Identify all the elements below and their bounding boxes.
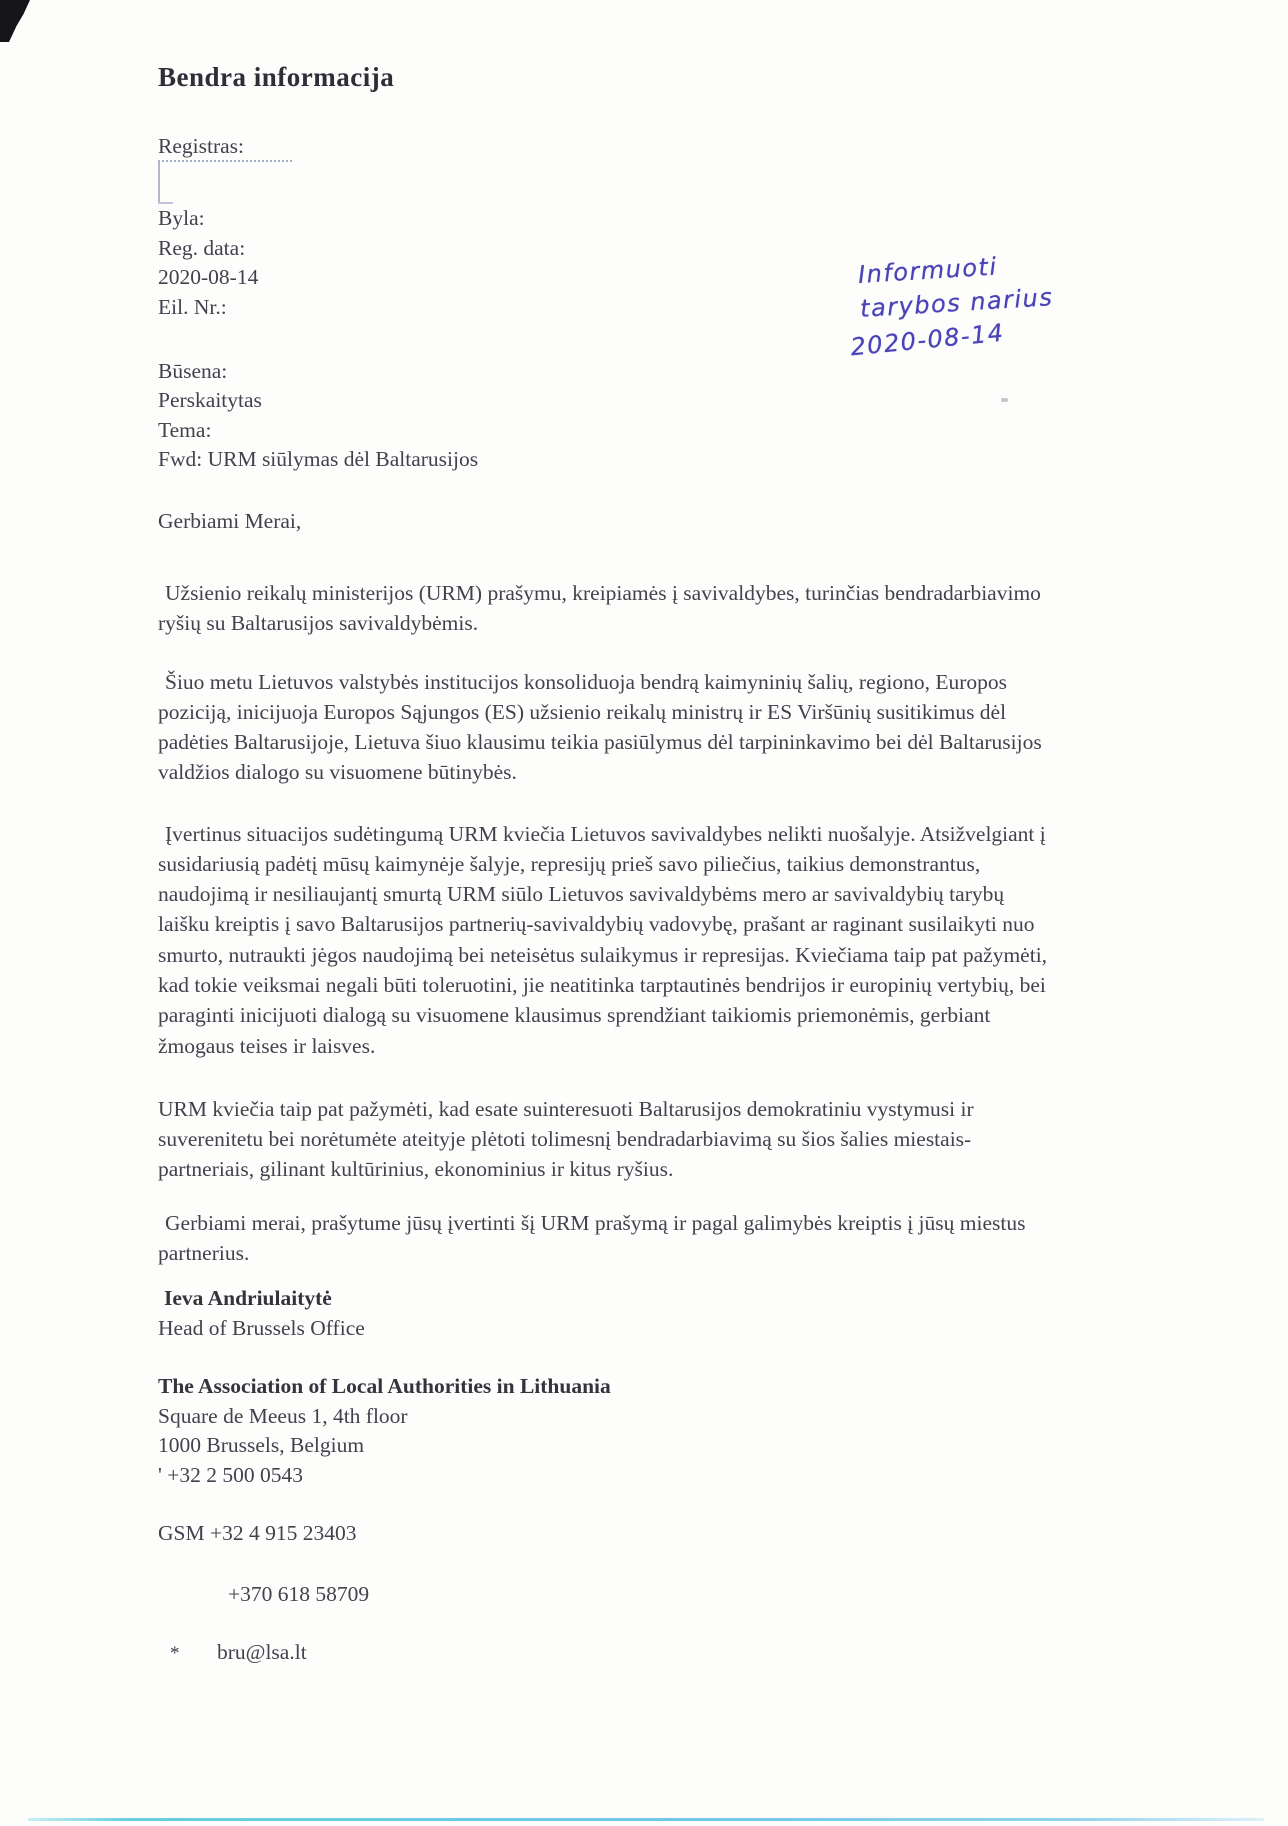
signature-gsm: GSM +32 4 915 23403 <box>158 1521 357 1545</box>
handwritten-note <box>849 246 1056 362</box>
tema-value: Fwd: URM siūlymas dėl Baltarusijos <box>158 447 479 471</box>
signature-phone: ' +32 2 500 0543 <box>158 1463 303 1487</box>
paragraph-5: Gerbiami merai, prašytume jūsų įvertinti šį URM prašymą ir pagal galimybės kreiptis į jūsų miestus partnerius. <box>158 1210 1026 1265</box>
busena-value: Perskaitytas <box>158 388 262 412</box>
page-title: Bendra informacija <box>158 62 395 92</box>
handwritten-note-line2: tarybos narius <box>859 283 1055 323</box>
eil-nr-label: Eil. Nr.: <box>158 295 227 319</box>
handwritten-note-date: 2020-08-14 <box>849 318 1006 362</box>
paragraph-3: Įvertinus situacijos sudėtingumą URM kviečia Lietuvos savivaldybes nelikti nuošalyje. Atsižvelgiant į susidariusią padėtį mūsų kaimynėje šalyje, represijų prieš savo piliečius, taikius demonstrantus, naudojimą ir nesiliaujantį smurtą URM siūlo Lietuvos savivaldybėms mero ar savivaldybių tarybų laišku kreiptis į savo Baltarusijos partnerių-savivaldybių vadovybę, prašant ar raginant susilaikyti nuo smurto, nutraukti jėgos naudojimą bei neteisėtus sulaikymus ir represijas. Kviečiama taip pat pažymėti, kad tokie veiksmai negali būti toleruotini, jie neatitinka tarptautinės bendrijos ir europinių vertybių, bei paraginti inicijuoti dialogą su visuomene klausimus sprendžiant taikiomis priemonėmis, gerbiant žmogaus teises ir laisves. <box>158 821 1048 1058</box>
email-marker: * <box>170 1643 180 1664</box>
tema-label: Tema: <box>158 418 212 442</box>
handwritten-note-line1: Informuoti <box>857 252 999 289</box>
scan-corner-artifact <box>0 0 30 42</box>
signature-email: bru@lsa.lt <box>217 1640 307 1664</box>
signature-role: Head of Brussels Office <box>158 1316 365 1340</box>
reg-data-label: Reg. data: <box>158 236 246 260</box>
signature-address-line2: 1000 Brussels, Belgium <box>158 1433 365 1457</box>
salutation: Gerbiami Merai, <box>158 509 302 533</box>
scan-speck-artifact <box>1001 398 1008 402</box>
registras-label: Registras: <box>158 134 244 158</box>
signature-org: The Association of Local Authorities in Lithuania <box>158 1374 611 1398</box>
paragraph-4: URM kviečia taip pat pažymėti, kad esate suinteresuoti Baltarusijos demokratiniu vystymusi ir suverenitetu bei norėtumėte ateityje plėtoti tolimesnį bendradarbiavimą su šios šalies miestais-partneriais, gilinant kultūrinius, ekonominius ir kitus ryšius. <box>158 1096 974 1182</box>
byla-label: Byla: <box>158 206 205 230</box>
scan-edge-artifact <box>28 1818 1264 1821</box>
reg-data-value: 2020-08-14 <box>158 265 259 289</box>
busena-label: Būsena: <box>158 359 228 383</box>
paragraph-1: Užsienio reikalų ministerijos (URM) prašymu, kreipiamės į savivaldybes, turinčias bendradarbiavimo ryšių su Baltarusijos savivaldybėmis. <box>158 580 1041 635</box>
paragraph-2: Šiuo metu Lietuvos valstybės institucijos konsoliduoja bendrą kaimyninių šalių, regiono, Europos poziciją, inicijuoja Europos Sąjungos (ES) užsienio reikalų ministrų ir ES Viršūnių susitikimus dėl padėties Baltarusijoje, Lietuva šiuo klausimu teikia pasiūlymus dėl tarpininkavimo bei dėl Baltarusijos valdžios dialogo su visuomene būtinybės. <box>158 669 1042 785</box>
signature-mobile: +370 618 58709 <box>228 1582 370 1606</box>
registras-empty-field <box>158 160 292 202</box>
signature-name: Ieva Andriulaitytė <box>164 1286 332 1310</box>
signature-address-line1: Square de Meeus 1, 4th floor <box>158 1404 408 1428</box>
